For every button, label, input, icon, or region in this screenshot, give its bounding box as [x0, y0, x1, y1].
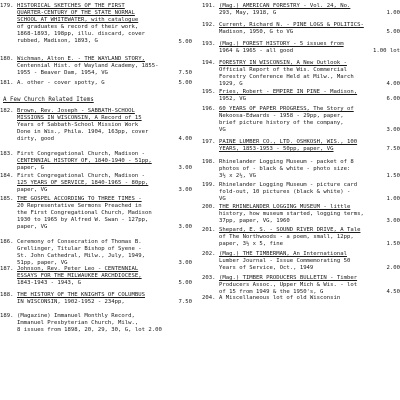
- catalog-entry: [202, 182, 400, 203]
- entry-line: QUARTER-CENTURY OF THE STATE NORMAL: [17, 10, 135, 17]
- entry-price: 4.50: [386, 289, 400, 296]
- entry-line: (Mag.) FOREST HISTORY - 5 issues from: [219, 41, 344, 47]
- entry-line: Lumber Journal - Issue Commemorating 50: [219, 258, 351, 265]
- entry-price: 6.00: [386, 96, 400, 103]
- entry-description: [17, 3, 145, 46]
- entry-line: 293, May, 1918, G: [219, 10, 277, 17]
- catalog-entry: [0, 196, 192, 232]
- entry-number: 195.: [202, 89, 216, 95]
- entry-description: [17, 266, 142, 287]
- entry-price: 1.00: [386, 196, 400, 203]
- entry-number: 187.: [0, 266, 14, 272]
- entry-line: brief picture history of the company,: [219, 120, 344, 127]
- entry-line: 1964 & 1965 - all good: [219, 48, 294, 55]
- entry-line: Nekoosa-Edwards - 1958 - 29pp, paper,: [219, 113, 344, 120]
- entry-line: Fries, Robert - EMPIRE IN PINE - Madison,: [219, 89, 358, 95]
- entry-line: First Congregational Church, Madison -: [17, 151, 145, 157]
- entry-description: [219, 227, 360, 248]
- entry-description: [219, 41, 344, 55]
- entry-number: 184.: [0, 173, 14, 179]
- entry-line: CENTENNIAL HISTORY OF, 1840-1940 - 51pp,: [17, 158, 152, 165]
- entry-line: 51pp, paper, VG: [17, 260, 68, 267]
- entry-line: Done in Wis., Phila. 1904, 163pp, cover: [17, 129, 149, 136]
- catalog-entry: [0, 292, 192, 306]
- entry-line: Forestry Conference Held at Milw., March: [219, 74, 354, 81]
- entry-line: Shepard, E. S. - SOUND RIVER DRIVE, A Tale: [219, 227, 361, 233]
- entry-line: PAINE LUMBER CO., LTD. OSHKOSH, WIS., 100: [219, 139, 358, 145]
- entry-price: 7.50: [178, 70, 192, 77]
- entry-line: Current, Richard N. - PINE LOGS & POLITICS-: [219, 22, 364, 28]
- catalog-entry: [0, 80, 192, 87]
- entry-line: 37pp, paper, VG, 1960: [219, 218, 290, 225]
- entry-line: ESSAYS FOR THE MILWAUKEE ARCHDIOCESE,: [17, 273, 142, 280]
- entry-line: of graduates & record of their work,: [17, 24, 139, 31]
- entry-price: 5.00: [178, 80, 192, 86]
- entry-description: [17, 292, 145, 306]
- entry-line: Years of Sabbath-School Mission Work: [17, 122, 139, 129]
- entry-line: paper, G: [17, 165, 44, 172]
- entry-description: [219, 275, 357, 296]
- entry-description: [219, 182, 357, 203]
- entry-description: [17, 56, 158, 77]
- entry-number: 200.: [202, 204, 216, 210]
- entry-line: THE HISTORY OF THE KNIGHTS OF COLUMBUS: [17, 292, 145, 298]
- entry-line: photos of - black & white - photo size:: [219, 166, 351, 173]
- entry-price: 3.00: [178, 165, 192, 172]
- entry-line: paper, VG: [17, 187, 48, 194]
- entry-number: 198.: [202, 159, 216, 165]
- entry-line: paper, 3½ x 5, fine: [219, 241, 283, 248]
- entry-price: 1.50: [386, 173, 400, 180]
- entry-line: Brown, Rev. Joseph - SABBATH-SCHOOL: [17, 108, 135, 114]
- entry-line: First Congregational Church, Madison -: [17, 173, 145, 179]
- entry-number: 182.: [0, 108, 14, 114]
- catalog-entry: [202, 89, 400, 103]
- entry-number: 194.: [202, 60, 216, 66]
- entry-number: 202.: [202, 251, 216, 257]
- entry-line: (Mag.) THE TIMBERMAN, An International: [219, 251, 347, 257]
- entry-description: [17, 80, 105, 87]
- entry-line: IN WISCONSIN, 1902-1952 - 234pp,: [17, 299, 125, 306]
- entry-line: FORESTRY IN WISCONSIN, A New Outlook -: [219, 60, 347, 66]
- entry-price: 4.00: [178, 136, 192, 143]
- entry-description: [219, 60, 354, 88]
- entry-line: (Magazine) Immanuel Monthly Record,: [17, 313, 135, 319]
- entry-line: 3½ x 2½, VG: [219, 173, 257, 180]
- entry-number: 193.: [202, 41, 216, 47]
- entry-line: 20 Representative Sermons Preached in: [17, 203, 142, 210]
- entry-price: 2.00: [386, 265, 400, 272]
- entry-line: of 15 from 1949 & the 1950's, G: [219, 289, 324, 296]
- entry-line: St. John Cathedral, Milw., July, 1949,: [17, 253, 145, 260]
- entry-line: Rhinelander Logging Museum - picture card: [219, 182, 358, 188]
- entry-number: 181.: [0, 80, 14, 86]
- catalog-entry: [0, 56, 192, 77]
- entry-line: VG: [219, 127, 226, 134]
- catalog-entry: [202, 106, 400, 134]
- entry-line: A Miscellaneous lot of old Wisconsin: [219, 295, 341, 301]
- entry-line: rubbed, Madison, 1893, G: [17, 38, 98, 45]
- entry-line: THE RHINELANDER LOGGING MUSEUM - little: [219, 204, 351, 210]
- entry-description: [219, 251, 350, 272]
- entry-number: 203.: [202, 275, 216, 281]
- catalog-entry: [0, 313, 192, 334]
- catalog-entry: [202, 3, 400, 17]
- entry-line: VG: [219, 196, 226, 203]
- catalog-entry: [202, 159, 400, 180]
- catalog-entry: [0, 108, 192, 144]
- entry-number: 191.: [202, 3, 216, 9]
- entry-line: Grellinger, Titular Bishop of Syene -: [17, 246, 142, 253]
- catalog-entry: [202, 22, 400, 36]
- entry-line: MISSIONS IN WISCONSIN, A Record of 15: [17, 115, 142, 122]
- catalog-entry: [0, 3, 192, 46]
- entry-line: HISTORICAL SKETCHES OF THE FIRST: [17, 3, 125, 9]
- entry-line: Official Report of the Wis. Commercial: [219, 67, 347, 74]
- catalog-entry: [202, 275, 400, 296]
- entry-line: dirty, good: [17, 136, 55, 143]
- entry-description: [17, 173, 148, 194]
- catalog-entry: [202, 41, 400, 55]
- entry-price: 7.50: [178, 299, 192, 306]
- entry-description: [219, 295, 340, 302]
- entry-number: 199.: [202, 182, 216, 188]
- catalog-entry: [0, 151, 192, 172]
- entry-line: fold-out, 10 pictures (black & white) -: [219, 189, 351, 196]
- entry-line: Rhinelander Logging Museum - packet of 8: [219, 159, 354, 165]
- entry-description: [17, 196, 152, 231]
- entry-number: 197.: [202, 139, 216, 145]
- catalog-entry: [0, 266, 192, 287]
- entry-number: 204.: [202, 295, 216, 301]
- entry-description: [219, 3, 350, 17]
- entry-description: [219, 106, 354, 134]
- entry-price: 3.00: [178, 224, 192, 231]
- entry-line: 8 issues from 1898, 20, 29, 30, G, lot 2.00: [17, 327, 162, 334]
- catalog-entry: [202, 204, 400, 225]
- entry-line: Johnson, Rev. Peter Leo - CENTENNIAL: [17, 266, 139, 272]
- entry-price: 7.50: [386, 146, 400, 153]
- catalog-entry: [202, 295, 400, 302]
- entry-line: Producers Assoc., Upper Mich & Wis. - lot: [219, 282, 358, 289]
- catalog-entry: [202, 60, 400, 88]
- entry-line: Ceremony of Consecration of Thomas B.: [17, 239, 142, 245]
- entry-description: [219, 159, 354, 180]
- section-heading: A Few Church Related Items: [3, 97, 94, 103]
- entry-price: 3.00: [178, 187, 192, 194]
- entry-number: 186.: [0, 239, 14, 245]
- entry-line: history, how museum started, logging terms,: [219, 211, 364, 218]
- entry-line: paper, VG: [17, 224, 48, 231]
- entry-description: [17, 313, 162, 334]
- entry-number: 180.: [0, 56, 14, 62]
- entry-line: Madison, 1950, G to VG: [219, 29, 294, 36]
- entry-number: 179.: [0, 3, 14, 9]
- catalog-entry: [202, 227, 400, 248]
- entry-number: 188.: [0, 292, 14, 298]
- entry-price: 3.00: [386, 218, 400, 225]
- entry-line: 1955 - Beaver Dam, 1954, VG: [17, 70, 108, 77]
- catalog-entry: [202, 139, 400, 153]
- catalog-entry: [0, 173, 192, 194]
- entry-description: [219, 139, 357, 153]
- entry-description: [17, 151, 152, 172]
- entry-line: 1929, G: [219, 81, 243, 88]
- entry-number: 196.: [202, 106, 216, 112]
- entry-line: 1868-1893, 198pp, illu. discard, cover: [17, 31, 145, 38]
- catalog-entry: [202, 251, 400, 272]
- entry-price: 3.00: [178, 260, 192, 267]
- entry-line: Centennial Hist. of Wayland Academy, 1855-: [17, 63, 159, 70]
- entry-number: 189.: [0, 313, 14, 319]
- catalog-entry: [0, 239, 192, 267]
- entry-description: [219, 22, 364, 36]
- entry-line: Years of Service, Oct., 1949: [219, 265, 314, 272]
- entry-line: 1952, VG: [219, 96, 246, 103]
- entry-number: 185.: [0, 196, 14, 202]
- entry-line: SCHOOL AT WHITEWATER, with catalogue: [17, 17, 139, 24]
- entry-line: of The Northwoods - a poem, small, 12pp,: [219, 234, 354, 241]
- entry-price: 4.00: [386, 81, 400, 88]
- entry-line: 1843-1943 - 1943, G: [17, 280, 81, 287]
- entry-line: Wichman, Alton E. - THE WAYLAND STORY,: [17, 56, 145, 62]
- entry-line: 125 YEARS OF SERVICE, 1840-1965 - 80pp,: [17, 180, 149, 187]
- entry-line: 60 YEARS OF PAPER PROGRESS, The Story of: [219, 106, 354, 112]
- entry-price: 1.00: [386, 10, 400, 17]
- entry-price: 1.50: [386, 241, 400, 248]
- entry-price: 5.00: [178, 280, 192, 287]
- entry-line: A. other - cover spotty, G: [17, 80, 105, 86]
- entry-number: 192.: [202, 22, 216, 28]
- entry-description: [219, 89, 357, 103]
- entry-description: [219, 204, 364, 225]
- entry-price: 3.00: [386, 127, 400, 134]
- entry-number: 201.: [202, 227, 216, 233]
- entry-line: YEARS, 1853-1953 - 50pp, paper, VG: [219, 146, 334, 153]
- entry-line: Immanuel Presbyterian Church, Milw.,: [17, 320, 139, 327]
- entry-line: (Mag.) TIMBER PRODUCERS BULLETIN - Timber: [219, 275, 358, 281]
- entry-line: the First Congregational Church, Madison: [17, 210, 152, 217]
- entry-description: [17, 108, 148, 143]
- entry-price: 1.00 lot: [373, 48, 400, 55]
- entry-line: (Mag.) AMERICAN FORESTRY - Vol. 24, No.: [219, 3, 351, 9]
- entry-price: 5.00: [386, 29, 400, 36]
- entry-number: 183.: [0, 151, 14, 157]
- entry-description: [17, 239, 145, 267]
- entry-line: 1930 to 1965 by Alfred W. Swan - 127pp,: [17, 217, 149, 224]
- entry-line: THE GOSPEL ACCORDING TO THREE TIMES -: [17, 196, 142, 202]
- entry-price: 5.00: [178, 38, 192, 45]
